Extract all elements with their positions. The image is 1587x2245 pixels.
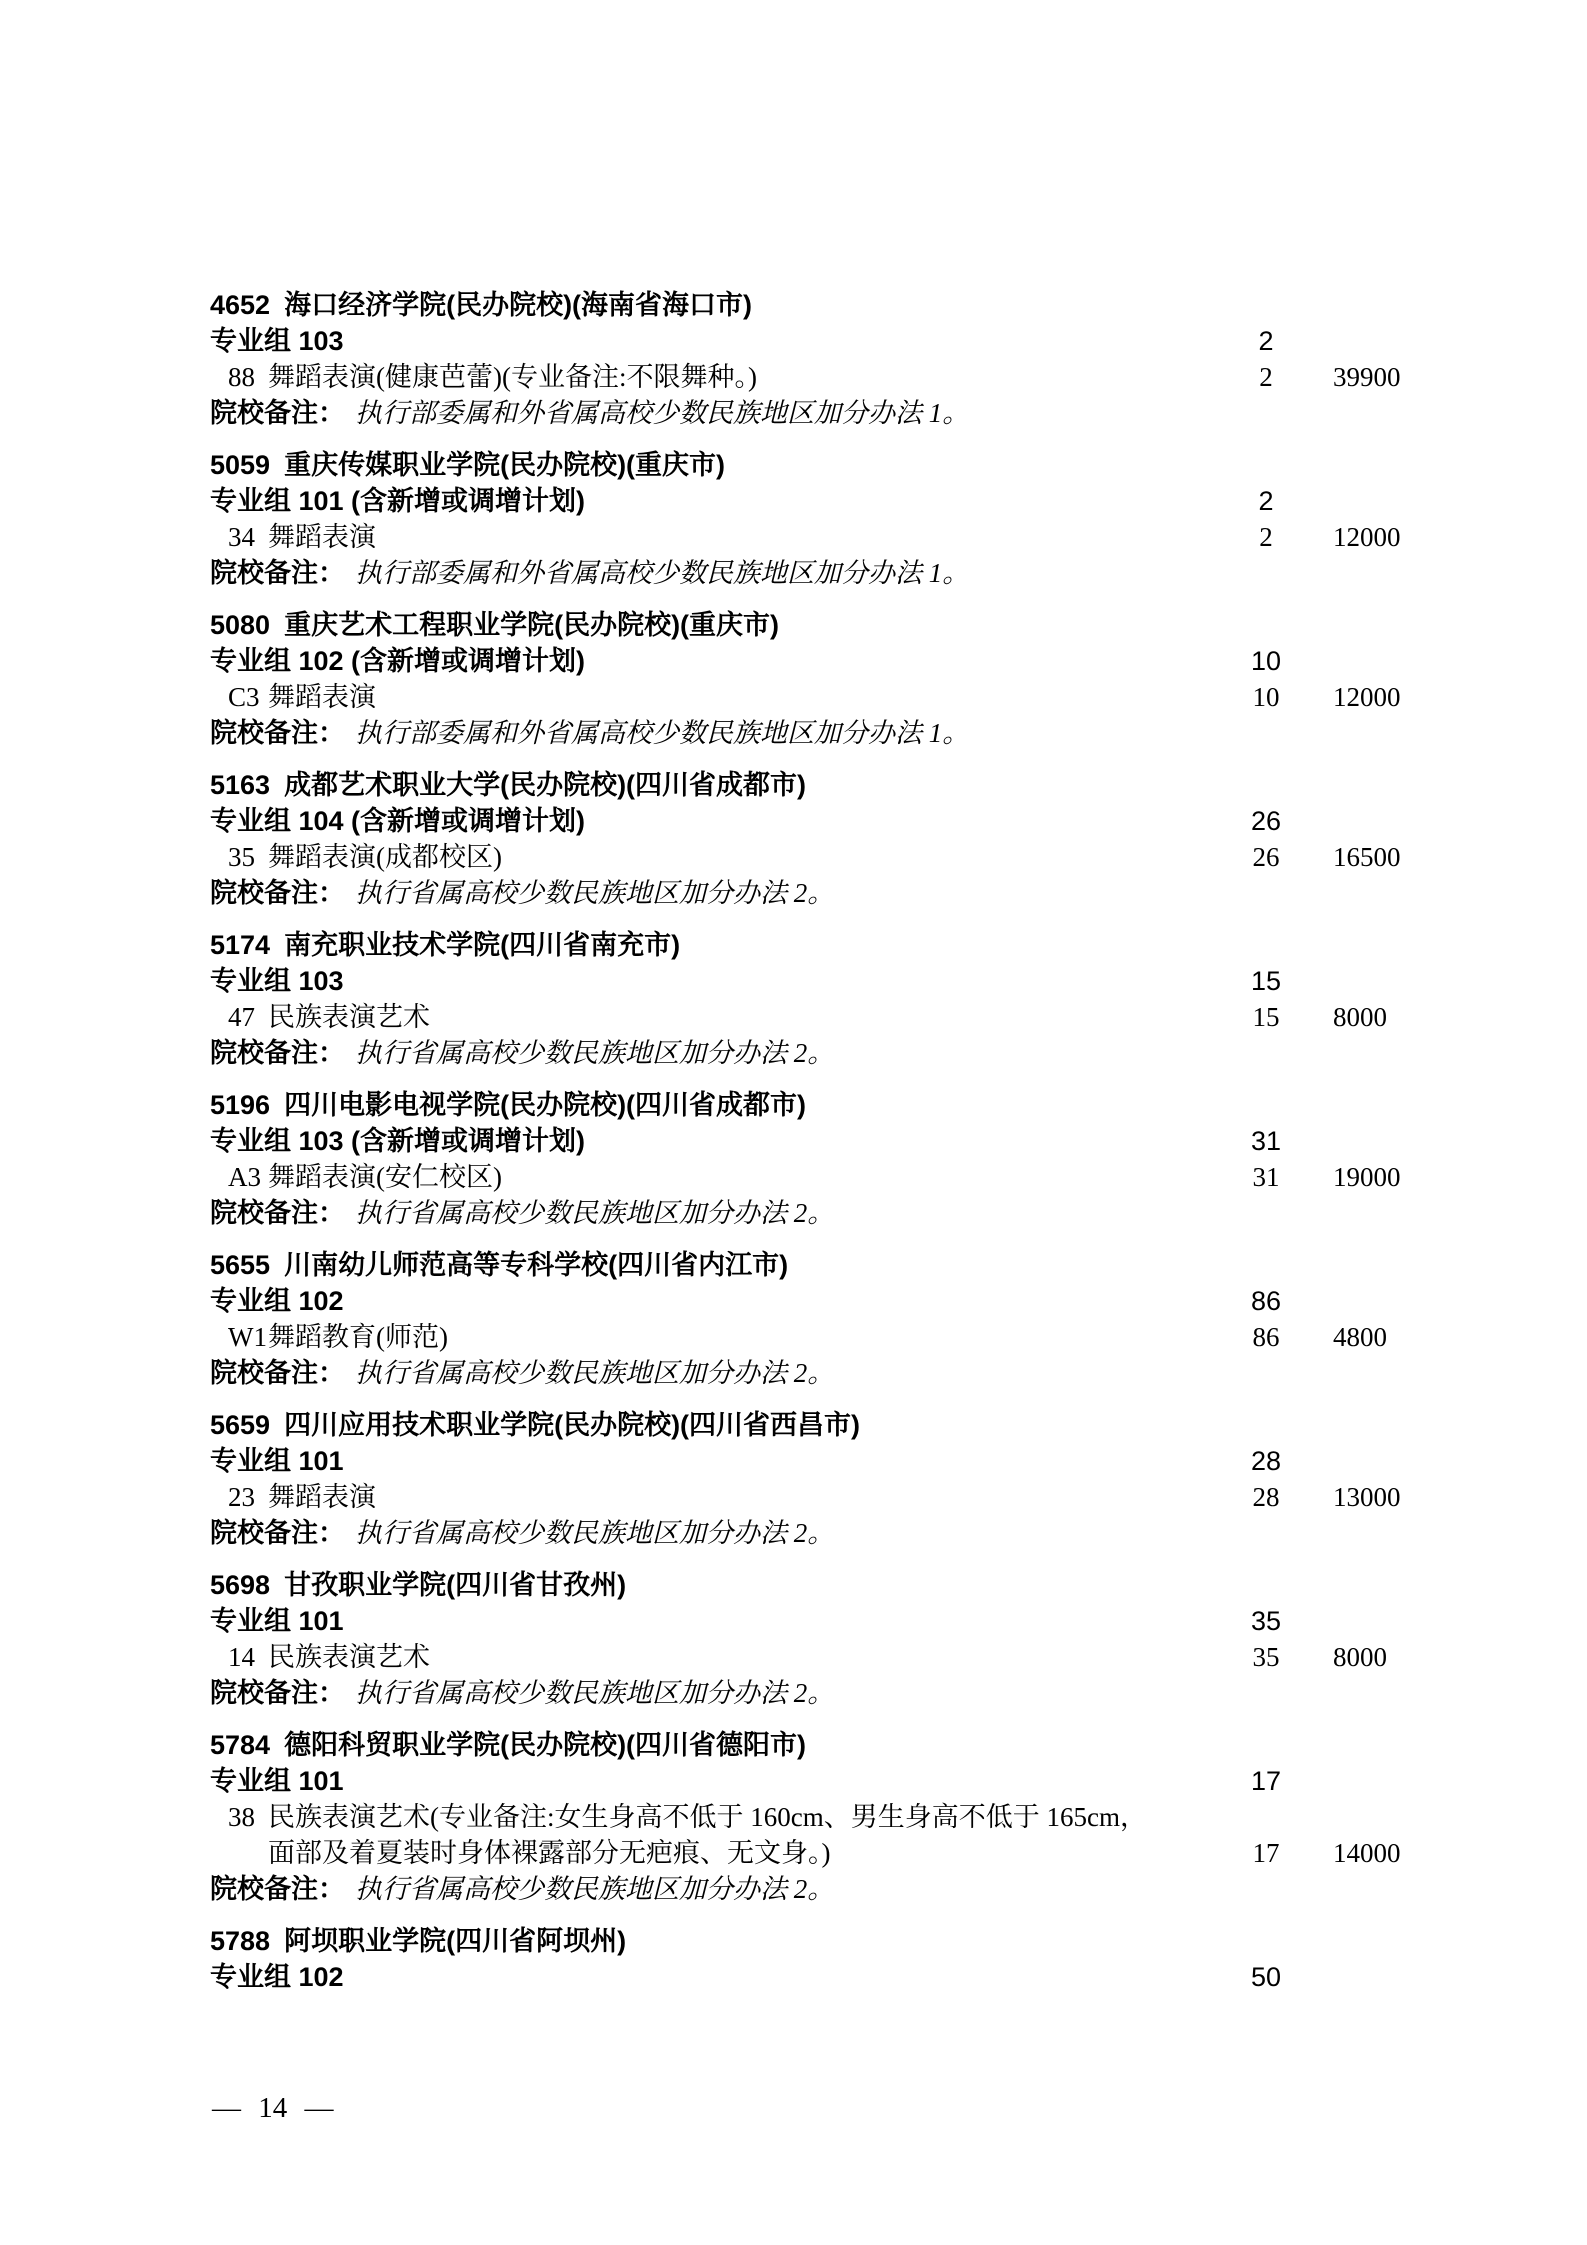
school-block [210,1407,1520,1551]
major-code: 23 [228,1482,255,1512]
remark-line [210,1515,1520,1551]
major-row [210,679,1520,715]
school-line [210,287,1520,323]
school-line [210,1247,1520,1283]
school-code: 5196 [210,1090,271,1120]
group-label: 专业组 102 [210,1286,344,1316]
remark-line [210,1035,1520,1071]
group-count: 86 [1250,1286,1282,1316]
page-number: — 14 — [212,2092,334,2124]
school-code: 5655 [210,1250,271,1280]
group-count: 35 [1250,1606,1282,1636]
school-name: 成都艺术职业大学(民办院校)(四川省成都市) [284,770,807,800]
major-row [210,1799,1520,1871]
major-row [210,1159,1520,1195]
group-line [210,1123,1520,1159]
major-count: 17 [1252,1838,1280,1868]
remark-line [210,1871,1520,1907]
remark-line [210,1355,1520,1391]
major-code: 47 [228,1002,255,1032]
remark-line [210,555,1520,591]
school-line [210,447,1520,483]
group-label: 专业组 103 (含新增或调增计划) [210,1126,586,1156]
school-block [210,287,1520,431]
school-name: 川南幼儿师范高等专科学校(四川省内江市) [284,1250,789,1280]
school-line [210,927,1520,963]
major-count: 86 [1252,1322,1280,1352]
group-count: 26 [1250,806,1282,836]
school-code: 5784 [210,1730,271,1760]
school-block [210,767,1520,911]
major-code: 88 [228,362,255,392]
group-line [210,1959,1520,1995]
remark-label: 院校备注： [210,1518,345,1548]
major-code: 34 [228,522,255,552]
major-name: 舞蹈表演 [268,522,376,552]
remark-label: 院校备注： [210,878,345,908]
school-name: 重庆艺术工程职业学院(民办院校)(重庆市) [284,610,780,640]
remark-line [210,395,1520,431]
remark-text: 执行省属高校少数民族地区加分办法 2。 [355,1198,835,1228]
school-line [210,607,1520,643]
school-code: 5080 [210,610,271,640]
major-fee: 14000 [1333,1838,1401,1868]
major-row [210,1319,1520,1355]
remark-text: 执行省属高校少数民族地区加分办法 2。 [355,1518,835,1548]
school-block [210,447,1520,591]
major-row [210,359,1520,395]
group-count: 15 [1250,966,1282,996]
group-line [210,1603,1520,1639]
remark-line [210,715,1520,751]
major-row [210,999,1520,1035]
group-line [210,323,1520,359]
school-block [210,1923,1520,1995]
school-line [210,1727,1520,1763]
school-name: 南充职业技术学院(四川省南充市) [284,930,681,960]
school-line [210,767,1520,803]
major-fee: 19000 [1333,1162,1401,1192]
major-count: 2 [1259,362,1273,392]
major-name: 舞蹈表演(健康芭蕾)(专业备注:不限舞种。) [268,362,757,392]
group-count: 10 [1250,646,1282,676]
group-count: 17 [1250,1766,1282,1796]
group-count: 2 [1258,326,1274,356]
remark-text: 执行省属高校少数民族地区加分办法 2。 [355,1038,835,1068]
remark-label: 院校备注： [210,1874,345,1904]
major-fee: 12000 [1333,522,1401,552]
major-count: 15 [1252,1002,1280,1032]
major-count: 26 [1252,842,1280,872]
major-code: C3 [228,682,260,712]
remark-text: 执行省属高校少数民族地区加分办法 2。 [355,1874,835,1904]
group-line [210,643,1520,679]
group-line [210,803,1520,839]
major-count: 31 [1252,1162,1280,1192]
major-fee: 8000 [1333,1002,1387,1032]
group-label: 专业组 103 [210,326,344,356]
major-row [210,1639,1520,1675]
major-row [210,519,1520,555]
remark-label: 院校备注： [210,1038,345,1068]
remark-label: 院校备注： [210,398,345,428]
group-line [210,1283,1520,1319]
school-block [210,1727,1520,1907]
school-block [210,927,1520,1071]
major-name: 舞蹈表演 [268,682,376,712]
school-block [210,1567,1520,1711]
major-fee: 12000 [1333,682,1401,712]
remark-text: 执行省属高校少数民族地区加分办法 2。 [355,1358,835,1388]
major-row [210,1479,1520,1515]
group-label: 专业组 101 [210,1766,344,1796]
major-fee: 4800 [1333,1322,1387,1352]
remark-label: 院校备注： [210,1678,345,1708]
group-label: 专业组 101 (含新增或调增计划) [210,486,586,516]
group-line [210,1443,1520,1479]
major-code: 35 [228,842,255,872]
school-name: 阿坝职业学院(四川省阿坝州) [284,1926,627,1956]
group-label: 专业组 103 [210,966,344,996]
group-label: 专业组 101 [210,1606,344,1636]
major-code: W1 [228,1322,267,1352]
major-name: 舞蹈表演 [268,1482,376,1512]
major-name: 舞蹈表演(成都校区) [268,842,502,872]
major-count: 28 [1252,1482,1280,1512]
group-count: 31 [1250,1126,1282,1156]
school-name: 甘孜职业学院(四川省甘孜州) [284,1570,627,1600]
major-fee: 8000 [1333,1642,1387,1672]
major-code: A3 [228,1162,261,1192]
remark-text: 执行部委属和外省属高校少数民族地区加分办法 1。 [355,718,970,748]
major-name: 舞蹈表演(安仁校区) [268,1162,502,1192]
school-code: 5174 [210,930,271,960]
major-code: 38 [228,1802,255,1832]
school-line [210,1407,1520,1443]
group-line [210,1763,1520,1799]
major-count: 2 [1259,522,1273,552]
school-name: 四川电影电视学院(民办院校)(四川省成都市) [284,1090,807,1120]
group-line [210,483,1520,519]
school-code: 5659 [210,1410,271,1440]
school-code: 5059 [210,450,271,480]
school-line [210,1923,1520,1959]
remark-label: 院校备注： [210,718,345,748]
remark-text: 执行部委属和外省属高校少数民族地区加分办法 1。 [355,558,970,588]
group-count: 28 [1250,1446,1282,1476]
major-code: 14 [228,1642,255,1672]
remark-text: 执行省属高校少数民族地区加分办法 2。 [355,1678,835,1708]
school-code: 5163 [210,770,271,800]
major-fee: 13000 [1333,1482,1401,1512]
school-code: 4652 [210,290,271,320]
remark-text: 执行省属高校少数民族地区加分办法 2。 [355,878,835,908]
remark-label: 院校备注： [210,1358,345,1388]
group-label: 专业组 101 [210,1446,344,1476]
remark-label: 院校备注： [210,1198,345,1228]
school-block [210,1087,1520,1231]
school-block [210,1247,1520,1391]
major-name: 民族表演艺术(专业备注:女生身高不低于 160cm、男生身高不低于 165cm，面部及着夏装时身体裸露部分无疤痕、无文身。) [268,1802,1147,1868]
document-body [210,287,1520,2011]
remark-line [210,875,1520,911]
group-label: 专业组 102 (含新增或调增计划) [210,646,586,676]
major-fee: 16500 [1333,842,1401,872]
school-line [210,1567,1520,1603]
group-count: 50 [1250,1962,1282,1992]
school-name: 德阳科贸职业学院(民办院校)(四川省德阳市) [284,1730,807,1760]
school-code: 5788 [210,1926,271,1956]
group-line [210,963,1520,999]
remark-label: 院校备注： [210,558,345,588]
remark-text: 执行部委属和外省属高校少数民族地区加分办法 1。 [355,398,970,428]
major-name: 舞蹈教育(师范) [268,1322,448,1352]
major-name: 民族表演艺术 [268,1642,430,1672]
group-label: 专业组 104 (含新增或调增计划) [210,806,586,836]
remark-line [210,1195,1520,1231]
group-label: 专业组 102 [210,1962,344,1992]
major-row [210,839,1520,875]
remark-line [210,1675,1520,1711]
school-line [210,1087,1520,1123]
school-block [210,607,1520,751]
school-name: 四川应用技术职业学院(民办院校)(四川省西昌市) [284,1410,861,1440]
school-name: 海口经济学院(民办院校)(海南省海口市) [284,290,753,320]
school-code: 5698 [210,1570,271,1600]
school-name: 重庆传媒职业学院(民办院校)(重庆市) [284,450,726,480]
group-count: 2 [1258,486,1274,516]
major-fee: 39900 [1333,362,1401,392]
major-count: 35 [1252,1642,1280,1672]
major-count: 10 [1252,682,1280,712]
major-name: 民族表演艺术 [268,1002,430,1032]
